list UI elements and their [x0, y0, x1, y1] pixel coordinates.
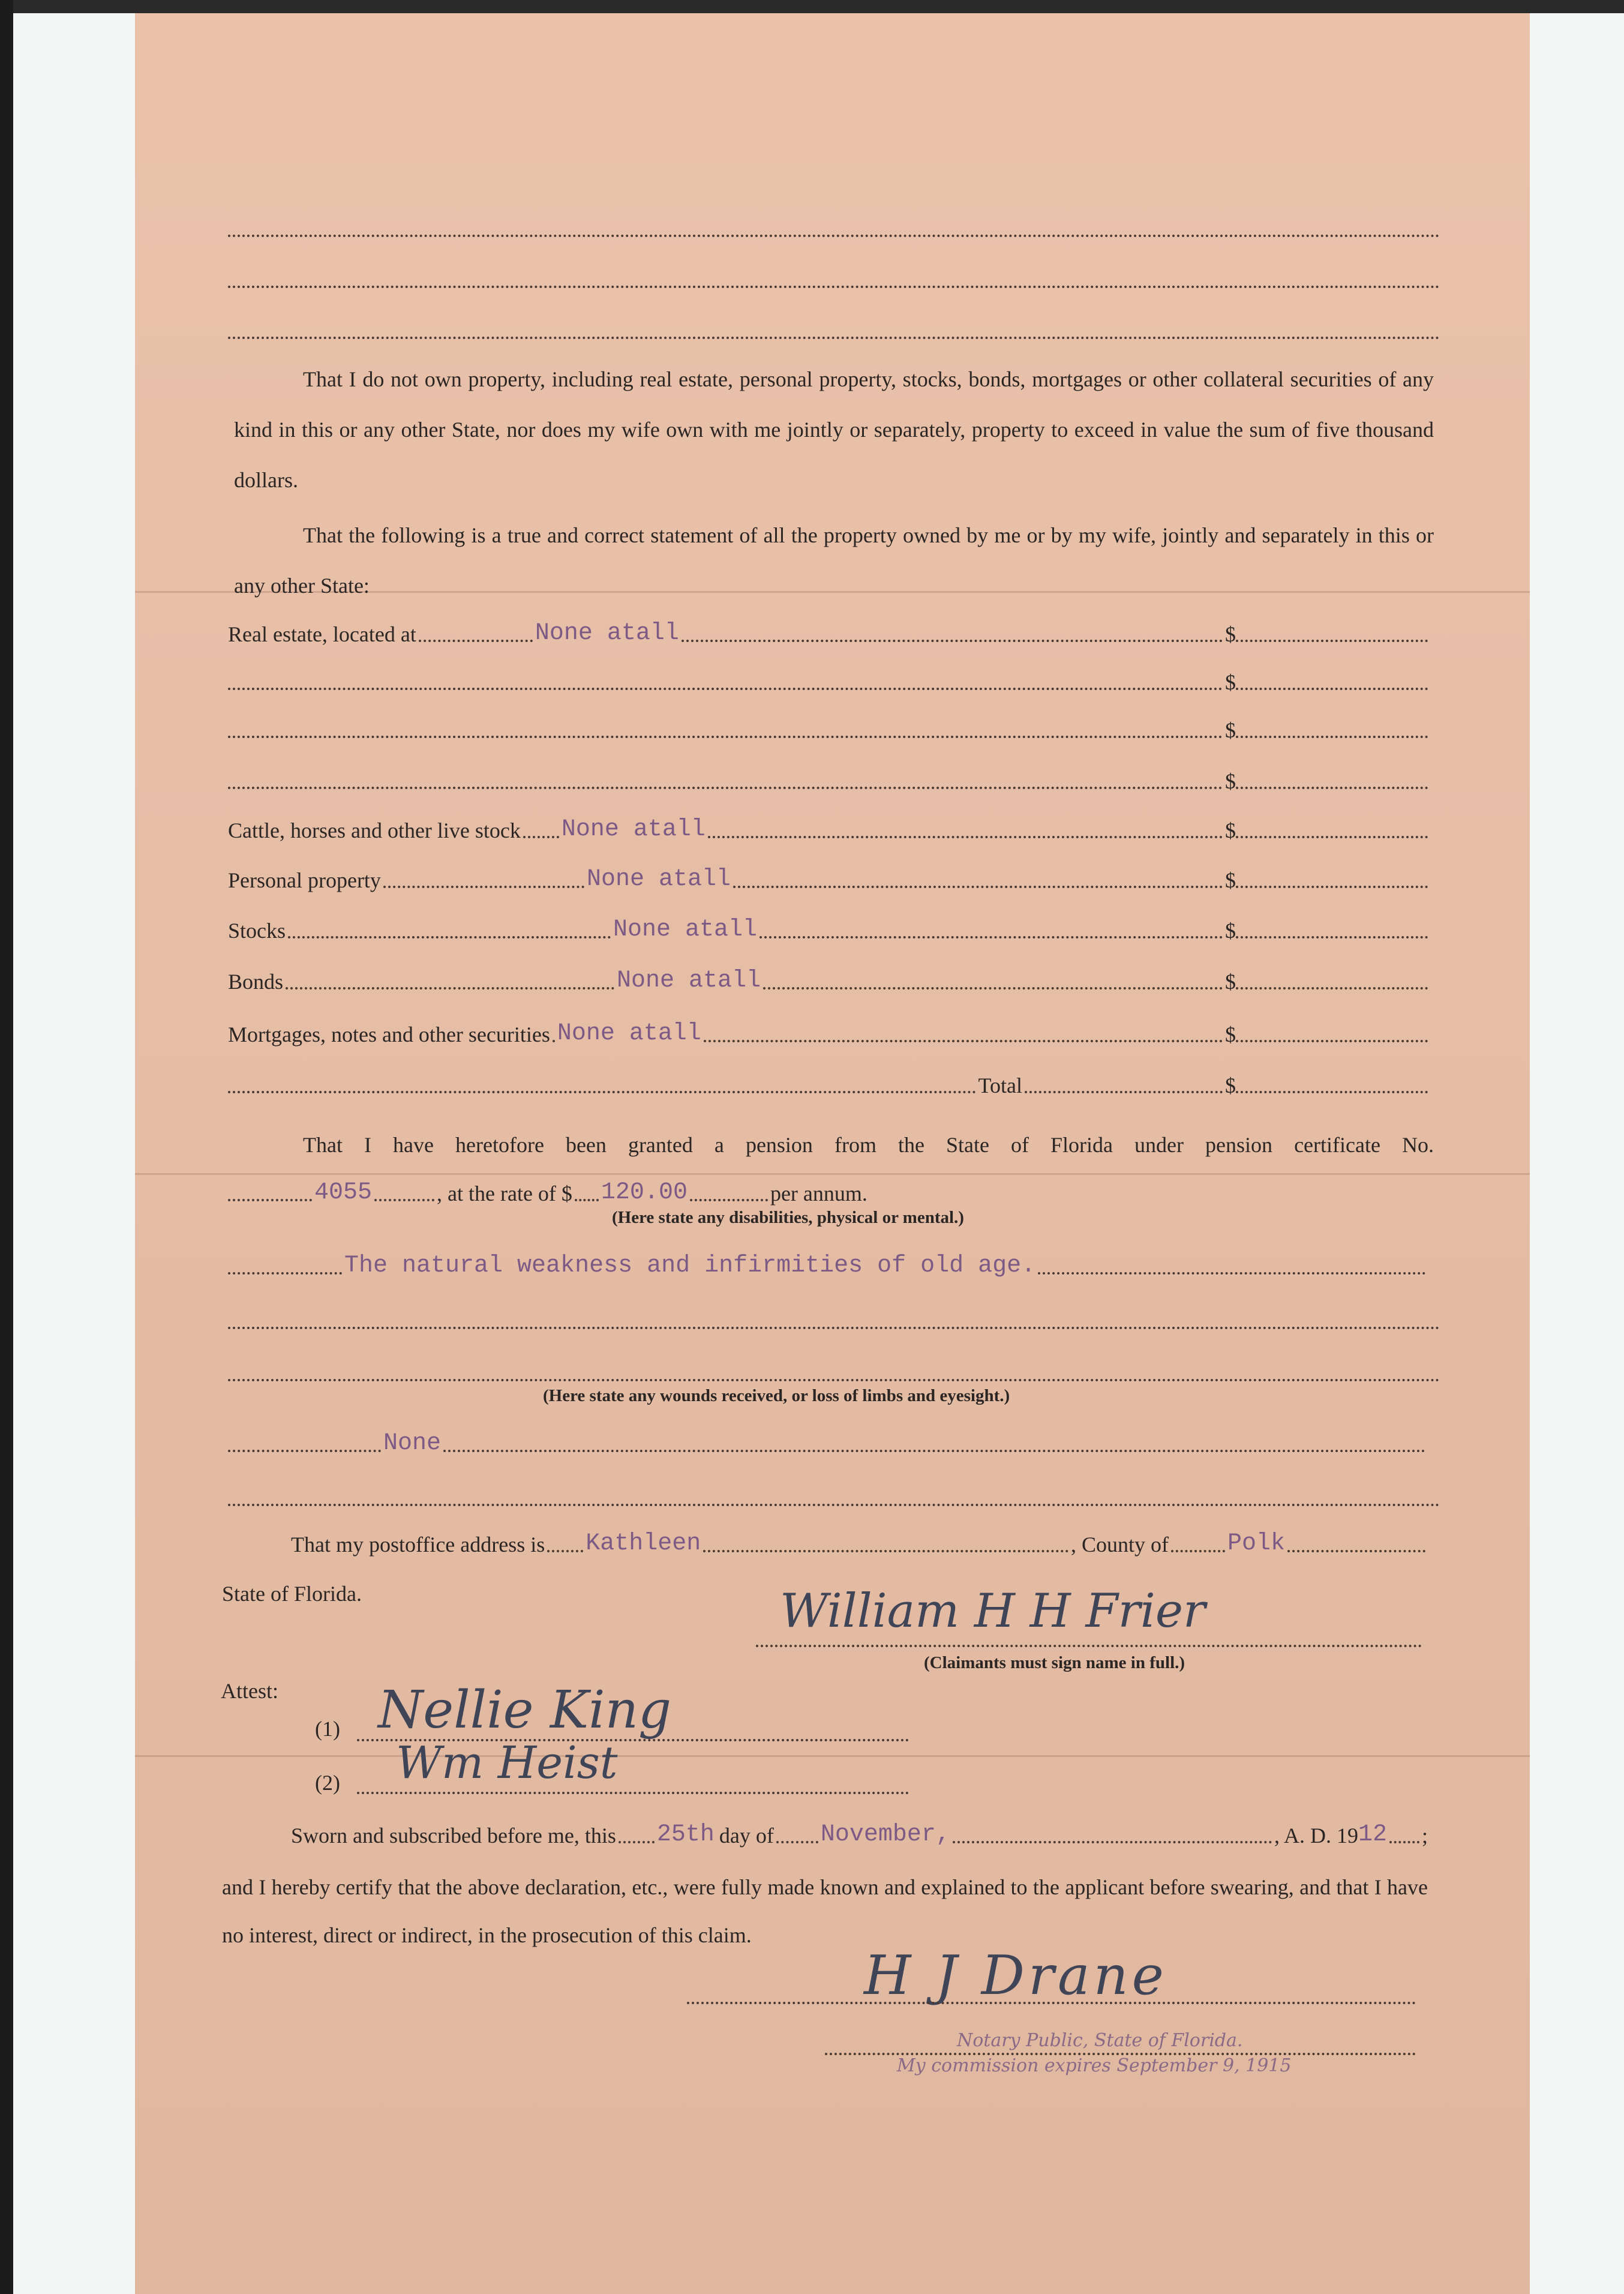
disabilities-row [228, 1249, 1428, 1279]
disabilities-value: The natural weakness and infirmities of old age. [344, 1252, 1036, 1279]
stocks-row [228, 913, 1428, 943]
sworn-year: 12 [1358, 1821, 1387, 1848]
personal-property-row [228, 863, 1428, 893]
pension-statement [234, 1121, 1434, 1169]
personal-property-label: Personal property [228, 868, 381, 892]
true-statement-declaration [234, 510, 1434, 611]
dollar-sign: $ [1225, 670, 1236, 694]
scan-left-edge [0, 0, 13, 2294]
pension-certificate-number: 4055 [314, 1179, 373, 1206]
blank-line [228, 1305, 1440, 1329]
dollar-sign: $ [1225, 1022, 1236, 1046]
total-label: Total [978, 1073, 1022, 1097]
blank-line [228, 1482, 1440, 1506]
pension-rate: 120.00 [601, 1179, 688, 1206]
dollar-sign: $ [1225, 818, 1236, 842]
dollar-sign: $ [1225, 919, 1236, 943]
witness-2-signature: Wm Heist [396, 1737, 618, 1789]
personal-property-value: None atall [586, 866, 731, 893]
witness-1-signature: Nellie King [378, 1680, 672, 1740]
pension-statement-text: That I have heretofore been granted a pension from the State of Florida under pension certificate No. [303, 1133, 1434, 1157]
bonds-value: None atall [617, 967, 761, 994]
day-of-label: day of [719, 1824, 774, 1848]
certification-text: and I hereby certify that the above declaration, etc., were fully made known and explained to the applicant before swearing, and that I have no interest, direct or indirect, in the prosecution of this claim. [222, 1875, 1428, 1947]
notary-stamp: Notary Public, State of Florida. [957, 2030, 1243, 2051]
mortgages-value: None atall [557, 1020, 701, 1047]
notary-signature: H J Drane [864, 1944, 1167, 2007]
blank-line [228, 264, 1440, 288]
pension-rate-row [228, 1176, 1008, 1206]
postoffice-value: Kathleen [586, 1530, 701, 1557]
county-value: Polk [1227, 1530, 1285, 1557]
cattle-label: Cattle, horses and other live stock [228, 818, 521, 842]
witness-2-number: (2) [315, 1771, 340, 1795]
wounds-value: None [383, 1430, 442, 1457]
claimant-signature-line [756, 1623, 1422, 1647]
notary-signature-line [687, 1980, 1416, 2004]
dollar-sign: $ [1225, 622, 1236, 646]
no-property-text: That I do not own property, including real estate, personal property, stocks, bonds, mortgages or other collateral securities of any kind in this or any other State, nor does my wife own with me jointly or separately, property to exceed in value the sum of five thousand dollars. [234, 367, 1434, 492]
notary-commission: My commission expires September 9, 1915 [897, 2055, 1292, 2076]
wounds-caption: (Here state any wounds received, or loss of limbs and eyesight.) [543, 1386, 1010, 1405]
dollar-sign: $ [1225, 1073, 1236, 1097]
dollar-sign: $ [1225, 970, 1236, 994]
rate-prefix: , at the rate of $ [437, 1182, 572, 1206]
real-estate-label: Real estate, located at [228, 622, 416, 646]
witness-1-number: (1) [315, 1717, 340, 1741]
mortgages-label: Mortgages, notes and other securities [228, 1022, 550, 1046]
stocks-label: Stocks [228, 919, 286, 943]
bonds-label: Bonds [228, 970, 284, 994]
dollar-sign: $ [1225, 769, 1236, 793]
sworn-row: Sworn and subscribed before me, this 25th day of November, , A. D. 19 12 ; [291, 1821, 1428, 1848]
state-of-florida: State of Florida. [222, 1582, 362, 1606]
claimant-caption: (Claimants must sign name in full.) [924, 1653, 1185, 1672]
real-estate-extra-row [228, 764, 1428, 794]
real-estate-value: None atall [535, 620, 679, 647]
real-estate-extra-row [228, 713, 1428, 743]
sworn-day: 25th [656, 1821, 715, 1848]
attest-label: Attest: [221, 1679, 278, 1703]
stocks-value: None atall [613, 916, 758, 943]
rate-suffix: per annum. [770, 1182, 867, 1206]
fold-crease-middle [135, 1173, 1530, 1175]
claimant-signature: William H H Frier [780, 1584, 1206, 1638]
cattle-value: None atall [561, 816, 706, 843]
blank-line [228, 1357, 1440, 1381]
scan-top-edge [0, 0, 1624, 13]
disabilities-caption: (Here state any disabilities, physical or mental.) [612, 1208, 964, 1227]
sworn-prefix: Sworn and subscribed before me, this [291, 1824, 616, 1848]
anno-domini-label: , A. D. 19 [1274, 1824, 1358, 1848]
postoffice-label: That my postoffice address is [291, 1533, 545, 1557]
certification-paragraph [222, 1863, 1428, 1959]
fold-crease-lower [135, 1755, 1530, 1757]
blank-line [228, 213, 1440, 237]
real-estate-row [228, 617, 1428, 647]
cattle-row [228, 813, 1428, 843]
dollar-sign: $ [1225, 718, 1236, 742]
real-estate-extra-row [228, 665, 1428, 695]
blank-line [228, 315, 1440, 339]
address-row [291, 1527, 1428, 1557]
witness-2-line [357, 1770, 909, 1794]
sworn-month: November, [820, 1821, 950, 1848]
dollar-sign: $ [1225, 868, 1236, 892]
county-label: , County of [1070, 1533, 1169, 1557]
mortgages-row [228, 1017, 1428, 1047]
total-row [228, 1068, 1428, 1098]
bonds-row [228, 964, 1428, 994]
wounds-row [228, 1427, 1428, 1457]
true-statement-text: That the following is a true and correct statement of all the property owned by me or by my wife, jointly and separately in this or any other State: [234, 523, 1434, 598]
no-property-declaration [234, 354, 1434, 505]
